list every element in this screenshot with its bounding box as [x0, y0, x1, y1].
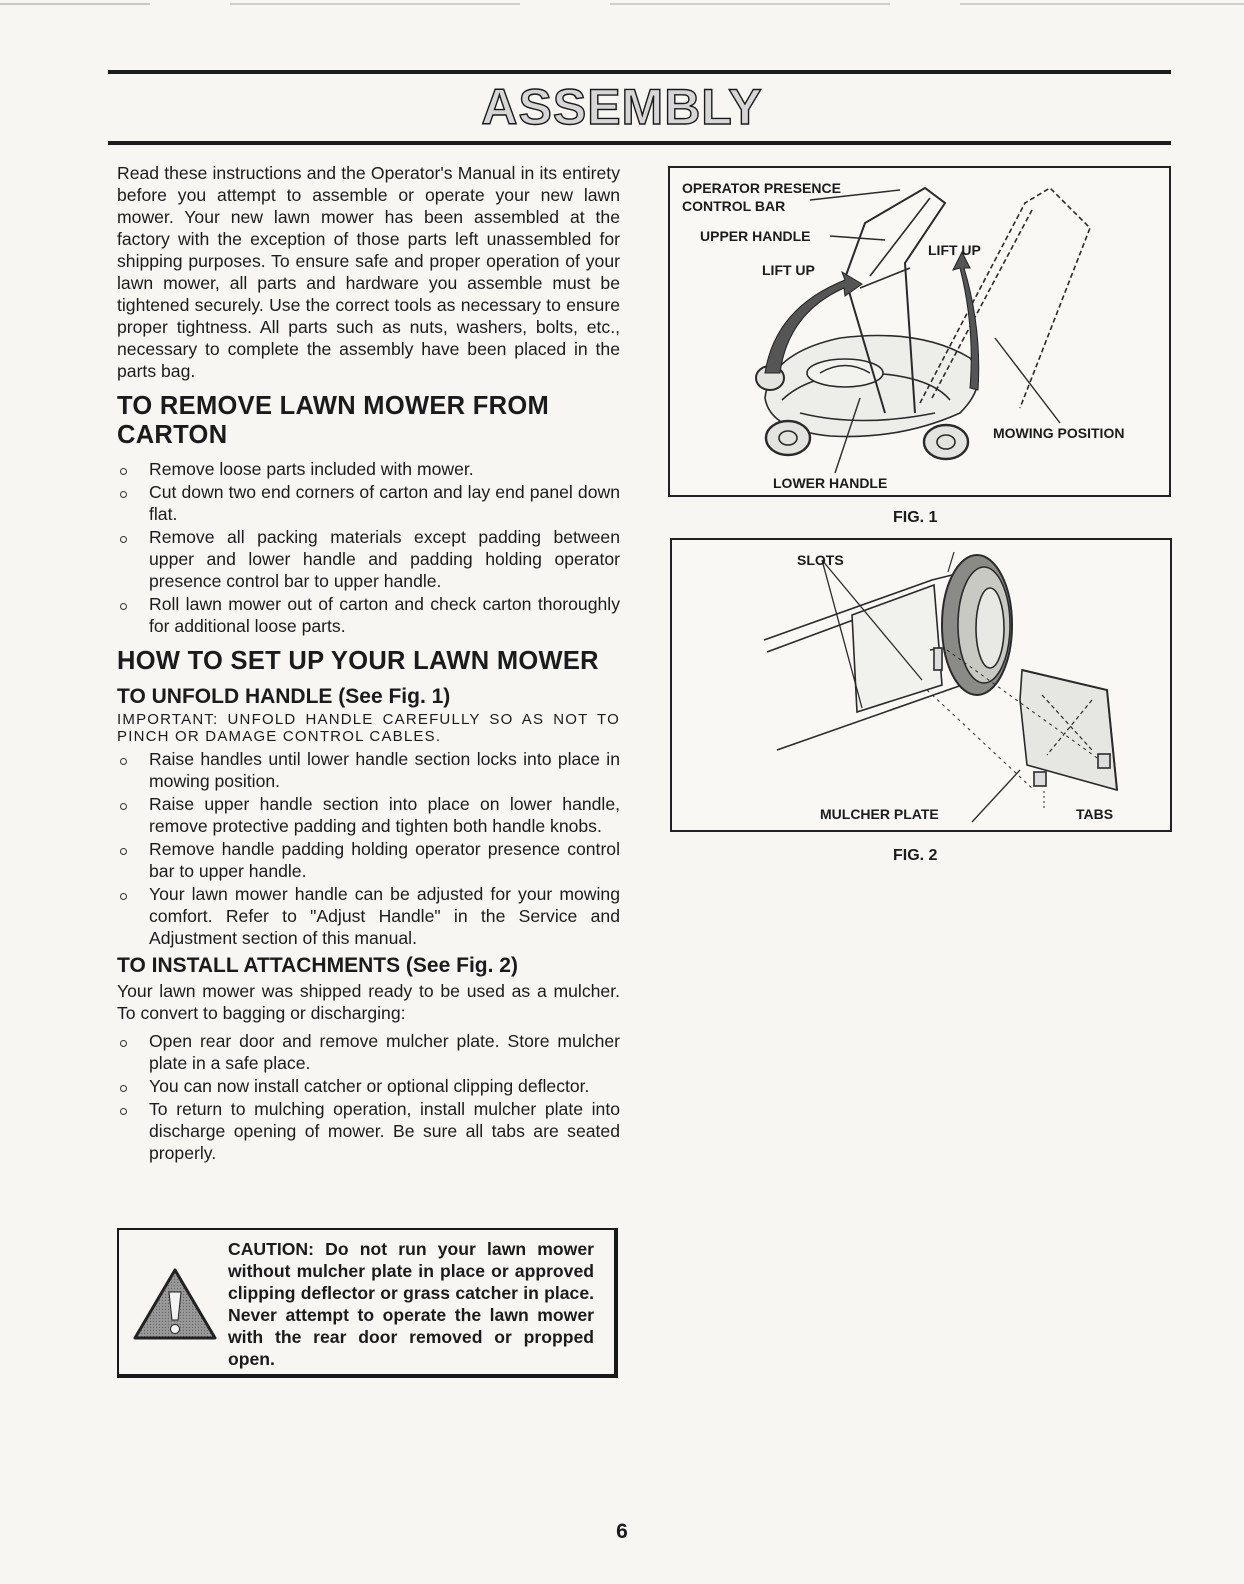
- list-item: Remove handle padding holding operator presence control bar to upper handle.: [117, 838, 620, 882]
- label-control-bar: CONTROL BAR: [682, 198, 786, 214]
- figure-1-caption: FIG. 1: [893, 509, 938, 526]
- important-note: IMPORTANT: UNFOLD HANDLE CAREFULLY SO AS NOT TO PINCH OR DAMAGE CONTROL CABLES.: [117, 711, 620, 745]
- figure-2: [670, 538, 1172, 832]
- list-item: Roll lawn mower out of carton and check carton thoroughly for additional loose parts.: [117, 593, 620, 637]
- top-rule: [108, 70, 1171, 74]
- list-item: Cut down two end corners of carton and lay end panel down flat.: [117, 481, 620, 525]
- page-number: 6: [616, 1520, 628, 1543]
- label-lift-up-left: LIFT UP: [762, 262, 815, 278]
- label-mowing-position: MOWING POSITION: [993, 425, 1125, 441]
- label-lift-up-right: LIFT UP: [928, 242, 981, 258]
- label-lower-handle: LOWER HANDLE: [773, 475, 888, 491]
- scan-edge-marks: [0, 3, 1244, 6]
- attachments-list: [117, 1030, 620, 1164]
- remove-heading: TO REMOVE LAWN MOWER FROM CARTON: [117, 392, 550, 449]
- caution-box: [117, 1228, 618, 1378]
- list-item: Remove all packing materials except padding between upper and lower handle and padding holding operator presence control bar to upper handle.: [117, 526, 620, 592]
- warning-triangle-icon: [131, 1266, 219, 1342]
- title-underline: [108, 141, 1171, 145]
- list-item: You can now install catcher or optional clipping deflector.: [117, 1075, 620, 1097]
- attachments-intro: Your lawn mower was shipped ready to be used as a mulcher. To convert to bagging or discharging:: [117, 981, 620, 1023]
- mower-handle-illustration: [670, 168, 1169, 495]
- intro-paragraph: Read these instructions and the Operator's Manual in its entirety before you attempt to assemble or operate your new lawn mower. Your new lawn mower has been assembled at the factory with the exception of those parts left unassembled for shipping purposes. To ensure safe and proper operation of your lawn mower, all parts and hardware you assemble must be tightened securely. Use the correct tools as necessary to ensure proper tightness. All parts such as nuts, washers, bolts, etc., necessary to complete the assembly have been placed in the parts bag.: [117, 163, 620, 381]
- unfold-list: [117, 748, 620, 949]
- figure-2-caption: FIG. 2: [893, 847, 938, 864]
- list-item: Remove loose parts included with mower.: [117, 458, 620, 480]
- label-upper-handle: UPPER HANDLE: [700, 228, 811, 244]
- page-title: ASSEMBLY: [481, 79, 763, 135]
- label-operator-presence: OPERATOR PRESENCE: [682, 180, 841, 196]
- unfold-subheading: TO UNFOLD HANDLE (See Fig. 1): [117, 685, 451, 708]
- label-tabs: TABS: [1076, 806, 1114, 822]
- figure-1: [668, 166, 1171, 497]
- list-item: Raise upper handle section into place on lower handle, remove protective padding and tighten both handle knobs.: [117, 793, 620, 837]
- attachments-subheading: TO INSTALL ATTACHMENTS (See Fig. 2): [117, 954, 518, 977]
- list-item: Raise handles until lower handle section locks into place in mowing position.: [117, 748, 620, 792]
- left-column: [117, 162, 620, 1165]
- remove-list: [117, 458, 620, 637]
- list-item: Your lawn mower handle can be adjusted for your mowing comfort. Refer to "Adjust Handle" in the Service and Adjustment section of this manual.: [117, 883, 620, 949]
- list-item: To return to mulching operation, install mulcher plate into discharge opening of mower. Be sure all tabs are seated properly.: [117, 1098, 620, 1164]
- caution-text: CAUTION: Do not run your lawn mower without mulcher plate in place or approved clipping deflector or grass catcher in place. Never attempt to operate the lawn mower with the rear door removed or propped open.: [228, 1239, 594, 1369]
- mulcher-plate-illustration: [672, 540, 1170, 830]
- label-mulcher-plate: MULCHER PLATE: [820, 806, 939, 822]
- label-slots: SLOTS: [797, 552, 844, 568]
- setup-heading: HOW TO SET UP YOUR LAWN MOWER: [117, 647, 599, 675]
- list-item: Open rear door and remove mulcher plate. Store mulcher plate in a safe place.: [117, 1030, 620, 1074]
